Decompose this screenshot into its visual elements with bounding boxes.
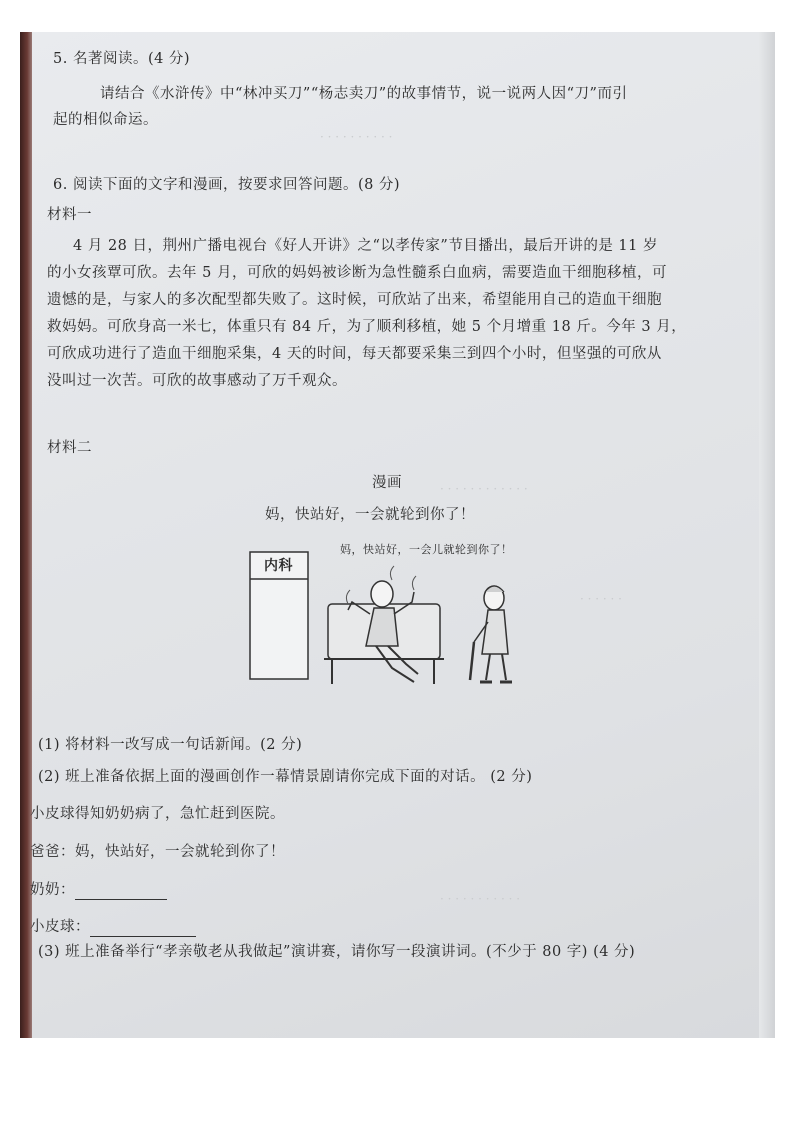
cartoon-title: 漫画 [372,475,402,491]
sub-question-1: (1) 将材料一改写成一句话新闻。(2 分) [38,737,303,753]
clinic-sign: 内科 [264,558,293,574]
xiaopiqiu-line [30,917,196,937]
bleed-through-text: · · · · · · [580,592,622,606]
grandma-line [30,880,167,900]
cartoon-caption: 妈，快站好，一会就轮到你了！ [265,507,475,523]
sub-question-2: (2) 班上准备依据上面的漫画创作一幕情景剧请你完成下面的对话。 (2 分) [38,769,533,785]
page-right-edge [759,32,775,1038]
material1-line: 没叫过一次苦。可欣的故事感动了万千观众。 [47,373,347,389]
q5-prompt-line2: 起的相似命运。 [53,112,158,128]
q5-title: 5. 名著阅读。(4 分) [53,51,191,67]
material1-label: 材料一 [47,207,92,223]
xiaopiqiu-answer-blank[interactable] [90,922,196,937]
q5-prompt-line1: 请结合《水浒传》中“林冲买刀”“杨志卖刀”的故事情节，说一说两人因“刀”而引 [100,86,628,102]
cartoon-illustration [248,542,538,692]
grandma-answer-blank[interactable] [75,885,167,900]
q6-title: 6. 阅读下面的文字和漫画，按要求回答问题。(8 分) [53,177,401,193]
bleed-through-text: · · · · · · · · · · [320,130,393,144]
scene-description: 小皮球得知奶奶病了，急忙赶到医院。 [30,806,285,822]
material2-label: 材料二 [47,440,92,456]
exam-page-photo [20,32,775,1038]
material1-line: 的小女孩覃可欣。去年 5 月，可欣的妈妈被诊断为急性髓系白血病，需要造血干细胞移植，可 [47,265,667,281]
bleed-through-text: · · · · · · · · · · · [440,892,521,906]
material1-line: 可欣成功进行了造血干细胞采集，4 天的时间，每天都要采集三到四个小时，但坚强的可欣从 [47,346,662,362]
speech-bubble: 妈，快站好，一会儿就轮到你了！ [340,543,513,556]
grandma-label: 奶奶： [30,882,75,898]
bleed-through-text: · · · · · · · · · · · · [440,482,528,496]
material1-line: 4 月 28 日，荆州广播电视台《好人开讲》之“以孝传家”节目播出，最后开讲的是 11 岁 [73,238,658,254]
material1-line: 遗憾的是，与家人的多次配型都失败了。这时候，可欣站了出来，希望能用自己的造血干细胞 [47,292,662,308]
sub-question-3: (3) 班上准备举行“孝亲敬老从我做起”演讲赛，请你写一段演讲词。(不少于 80 字) (4 分) [38,944,636,960]
dad-dialogue: 爸爸：妈，快站好，一会就轮到你了！ [30,844,285,860]
material1-line: 救妈妈。可欣身高一米七，体重只有 84 斤，为了顺利移植，她 5 个月增重 18 斤。今年 3 月， [47,319,687,335]
xiaopiqiu-label: 小皮球： [30,919,90,935]
